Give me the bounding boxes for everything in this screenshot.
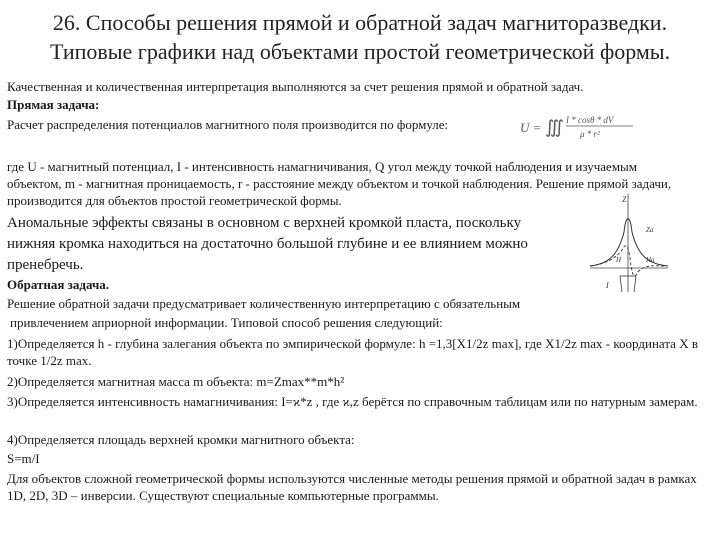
anomaly-line-2: нижняя кромка находиться на достаточно большой глубине и ее влиянием можно	[7, 236, 528, 252]
formula-denominator: μ * r²	[580, 129, 600, 139]
label-ha: Ha	[646, 256, 655, 264]
title-line-2: Типовые графики над объектами простой геометрической формы.	[49, 39, 671, 64]
anomaly-line-1: Аномальные эффекты связаны в основном с верхней кромкой пласта, поскольку	[7, 215, 522, 231]
inverse-line-2: привлечением априорной информации. Типовой способ решения следующий:	[10, 315, 443, 330]
intro-text: Качественная и количественная интерпретация выполняются за счет решения прямой и обратной задач.	[7, 79, 584, 94]
where-text: где U - магнитный потенциал, I - интенсивность намагничивания, Q угол между точкой наблюдения и изучаемым объектом, m - магнитная проницаемость, r - расстояние между объектом и точкой наблюдения. Решение прямой задачи, производится для объектов простой геометрической формы.	[7, 159, 672, 208]
anomaly-line-3: пренебречь.	[7, 257, 84, 273]
area-formula: S=m/I	[7, 451, 40, 466]
direct-task-text: Расчет распределения потенциалов магнитного поля производится по формуле:	[7, 117, 449, 132]
za-curve	[590, 219, 668, 267]
inverse-task-heading: Обратная задача.	[7, 277, 110, 292]
formula-lhs: U =	[520, 120, 542, 135]
step-3: 3)Определяется интенсивность намагничивания: I=ϰ*z , где ϰ,z берётся по справочным таблицам или по натурным замерам.	[7, 394, 698, 409]
label-h: H	[616, 256, 622, 264]
complex-text: Для объектов сложной геометрической формы используются численные методы решения прямой и обратной задач в рамках 1D, 2D, 3D – инверсии. Существуют специальные компьютерные программы.	[7, 471, 697, 503]
anomaly-figure	[588, 192, 670, 294]
potential-formula	[518, 110, 638, 144]
direct-task-heading: Прямая задача:	[7, 97, 100, 112]
integral-sign: ∭	[545, 117, 565, 137]
title-line-1: 26. Способы решения прямой и обратной задач магниторазведки.	[52, 10, 668, 35]
slide-title	[0, 8, 720, 66]
ha-curve	[590, 246, 668, 276]
label-za: Za	[646, 226, 654, 234]
step-4: 4)Определяется площадь верхней кромки магнитного объекта:	[7, 432, 355, 447]
label-z: Z	[622, 195, 627, 204]
formula-numerator: I * cosθ * dV	[566, 115, 614, 125]
inverse-line-1: Решение обратной задачи предусматривает количественную интерпретацию с обязательным	[7, 296, 521, 311]
body-right-edge	[634, 276, 636, 292]
step-2: 2)Определяется магнитная масса m объекта: m=Zmax**m*h²	[7, 374, 345, 389]
label-i: I	[606, 281, 609, 290]
body-left-edge	[620, 276, 622, 292]
step-1: 1)Определяется h - глубина залегания объекта по эмпирической формуле: h =1,3[X1/2z max], где X1/2z max - координата X в точке 1/2z max.	[7, 336, 698, 368]
